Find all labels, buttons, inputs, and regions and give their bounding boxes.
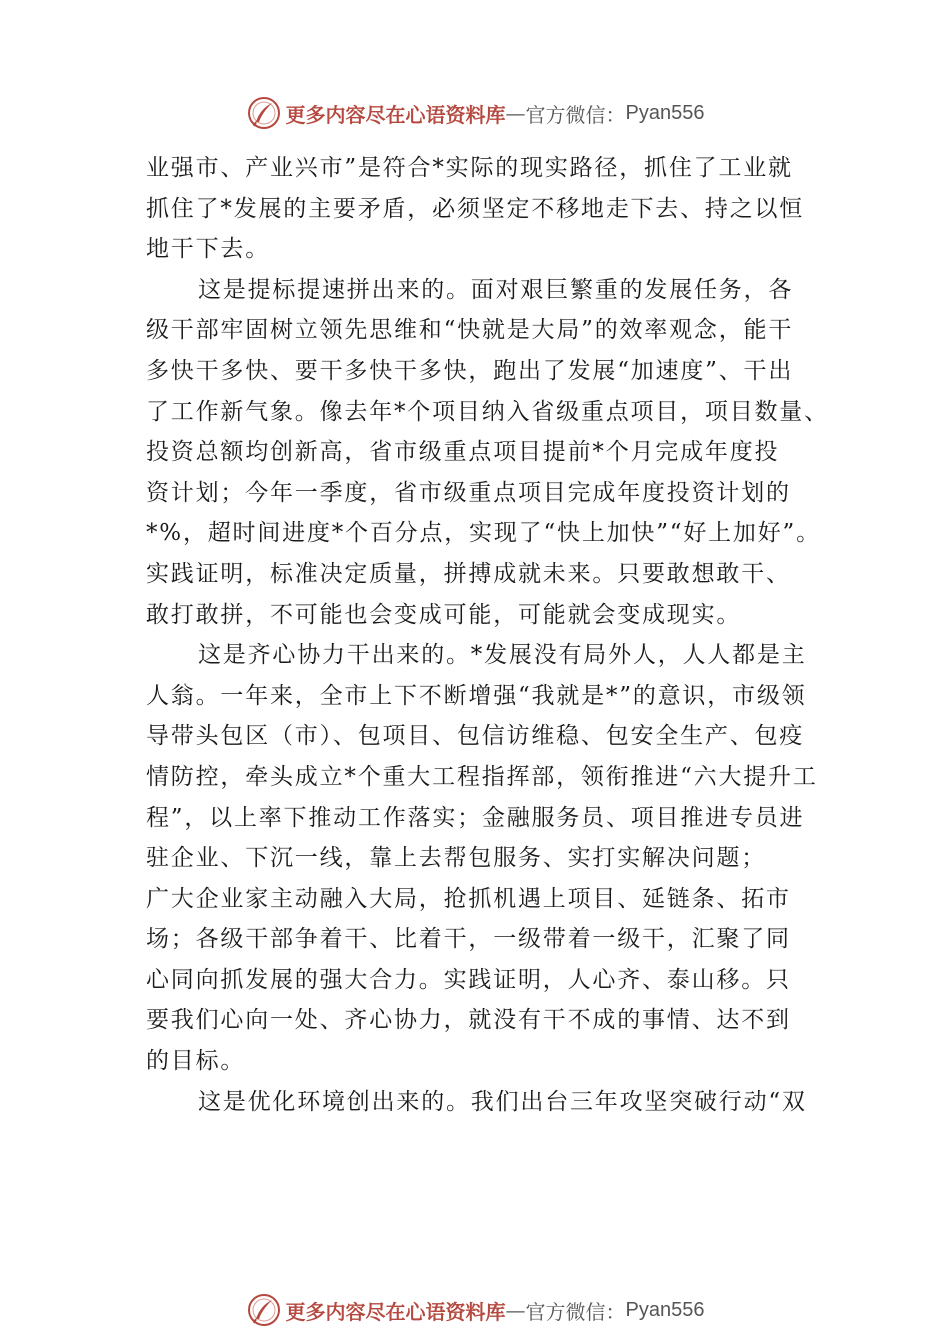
- banner-dash: —: [505, 101, 526, 125]
- banner-brand-text: 更多内容尽在心语资料库: [285, 1299, 506, 1324]
- text-line: 导带头包区（市）、包项目、包信访维稳、包安全生产、包疫: [146, 723, 805, 750]
- quill-logo-icon: [246, 1292, 282, 1328]
- text-line: 业强市、产业兴市”是符合*实际的现实路径，抓住了工业就: [146, 155, 793, 181]
- text-line: 抓住了*发展的主要矛盾，必须坚定不移地走下去、持之以恒: [146, 195, 805, 222]
- text-line: 广大企业家主动融入大局，抢抓机遇上项目、延链条、拓市: [146, 885, 791, 912]
- text-line: 资计划；今年一季度，省市级重点项目完成年度投资计划的: [146, 479, 791, 506]
- document-body: [146, 148, 829, 1122]
- text-line: 的目标。: [146, 1048, 246, 1075]
- text-line: 敢打敢拼，不可能也会变成可能，可能就会变成现实。: [146, 601, 742, 628]
- text-line: *%，超时间进度*个百分点，实现了“快上加快”“好上加好”。: [146, 520, 821, 547]
- banner-brand-text: 更多内容尽在心语资料库: [285, 102, 506, 127]
- text-line: 了工作新气象。像去年*个项目纳入省级重点项目，项目数量、: [146, 398, 829, 425]
- banner-wechat-label: 官方微信：: [525, 1299, 626, 1324]
- paragraph-start-line: 这是提标提速拼出来的。面对艰巨繁重的发展任务，各: [198, 276, 794, 303]
- header-banner: [0, 93, 950, 133]
- banner-account-id: Pyan556: [625, 101, 705, 124]
- text-line: 情防控，牵头成立*个重大工程指挥部，领衔推进“六大提升工: [146, 763, 818, 790]
- text-line: 投资总额均创新高，省市级重点项目提前*个月完成年度投: [146, 439, 780, 466]
- text-line: 驻企业、下沉一线，靠上去帮包服务、实打实解决问题；: [146, 845, 766, 872]
- text-line: 级干部牢固树立领先思维和“快就是大局”的效率观念，能干: [146, 317, 794, 344]
- text-line: 心同向抓发展的强大合力。实践证明，人心齐、泰山移。只: [146, 966, 791, 993]
- banner-wechat-label: 官方微信：: [525, 102, 626, 127]
- paragraph-start-line: 这是优化环境创出来的。我们出台三年攻坚突破行动“双: [198, 1088, 807, 1115]
- footer-banner: [0, 1290, 950, 1330]
- text-line: 地干下去。: [146, 236, 270, 263]
- paragraph-start-line: 这是齐心协力干出来的。*发展没有局外人，人人都是主: [198, 642, 807, 669]
- quill-logo-icon: [246, 95, 282, 131]
- banner-account-id: Pyan556: [625, 1298, 705, 1321]
- text-line: 要我们心向一处、齐心协力，就没有干不成的事情、达不到: [146, 1007, 791, 1034]
- text-line: 程”，以上率下推动工作落实；金融服务员、项目推进专员进: [146, 804, 805, 831]
- text-line: 场；各级干部争着干、比着干，一级带着一级干，汇聚了同: [146, 926, 791, 953]
- text-line: 多快干多快、要干多快干多快，跑出了发展“加速度”、干出: [146, 357, 794, 384]
- text-line: 人翁。一年来，全市上下不断增强“我就是*”的意识，市级领: [146, 682, 807, 709]
- text-line: 实践证明，标准决定质量，拼搏成就未来。只要敢想敢干、: [146, 560, 791, 587]
- banner-dash: —: [505, 1298, 526, 1322]
